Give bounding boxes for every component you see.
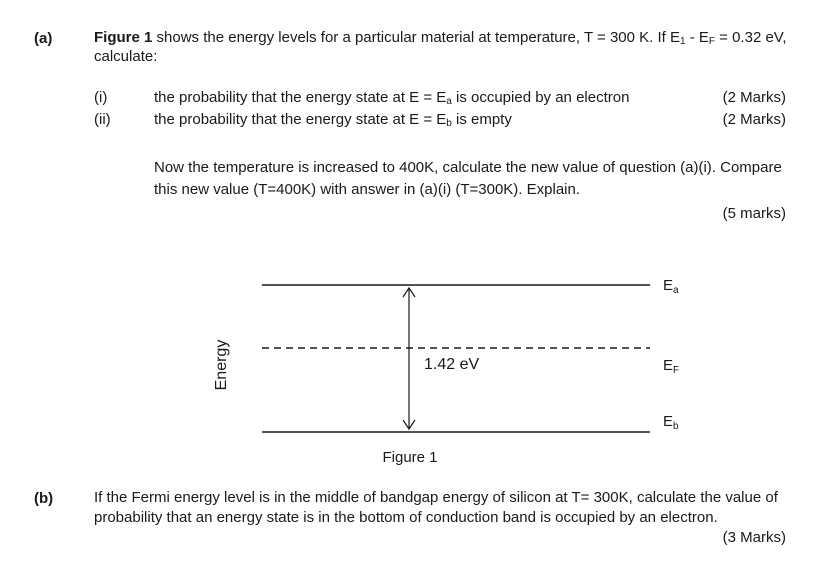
intro-end: = 0.32 eV,	[715, 29, 787, 46]
followup-line2: this new value (T=400K) with answer in (a)(i) (T=300K). Explain.	[154, 181, 581, 198]
level-a-sub: a	[673, 285, 679, 296]
item-ii-marks: (2 Marks)	[722, 111, 786, 128]
level-f-sub: F	[673, 365, 680, 376]
energy-axis-label: Energy	[213, 339, 230, 391]
item-ii-sub: b	[446, 118, 452, 129]
item-i-sub: a	[446, 96, 452, 107]
intro-mid: - E	[685, 29, 709, 46]
gap-label: 1.42 eV	[424, 356, 480, 373]
item-i-number: (i)	[94, 89, 108, 106]
item-i-marks: (2 Marks)	[722, 89, 786, 106]
followup-marks: (5 marks)	[722, 205, 786, 222]
level-b-e: E	[663, 413, 674, 430]
part-a-label: (a)	[34, 30, 53, 47]
level-b-sub: b	[673, 421, 679, 432]
figure-caption: Figure 1	[382, 449, 438, 466]
item-i-text-pre: the probability that the energy state at E = E	[154, 89, 447, 106]
followup-line1: Now the temperature is increased to 400K, calculate the new value of question (a)(i). Compare	[154, 159, 782, 176]
item-ii-number: (ii)	[94, 111, 111, 128]
part-a-intro-line2: calculate:	[94, 48, 158, 65]
part-b-line1: If the Fermi energy level is in the middle of bandgap energy of silicon at T= 300K, calculate the value of	[94, 489, 778, 506]
intro-sub-1: 1	[679, 36, 686, 47]
level-a-e: E	[663, 277, 674, 294]
intro-sub-f: F	[708, 36, 715, 47]
level-f-label	[663, 357, 679, 376]
level-a-label	[663, 277, 679, 296]
item-ii-text-pre: the probability that the energy state at E = E	[154, 111, 447, 128]
intro-text: shows the energy levels for a particular material at temperature, T = 300 K. If E	[152, 29, 680, 46]
level-f-e: E	[663, 357, 674, 374]
part-b-line2: probability that an energy state is in the bottom of conduction band is occupied by an electron.	[94, 509, 718, 526]
item-ii-text-post: is empty	[451, 111, 512, 128]
item-i-text-post: is occupied by an electron	[451, 89, 630, 106]
part-b-label: (b)	[34, 490, 54, 507]
figure-ref: Figure 1	[94, 29, 153, 46]
part-b-marks: (3 Marks)	[722, 529, 786, 546]
level-b-label	[663, 413, 679, 432]
